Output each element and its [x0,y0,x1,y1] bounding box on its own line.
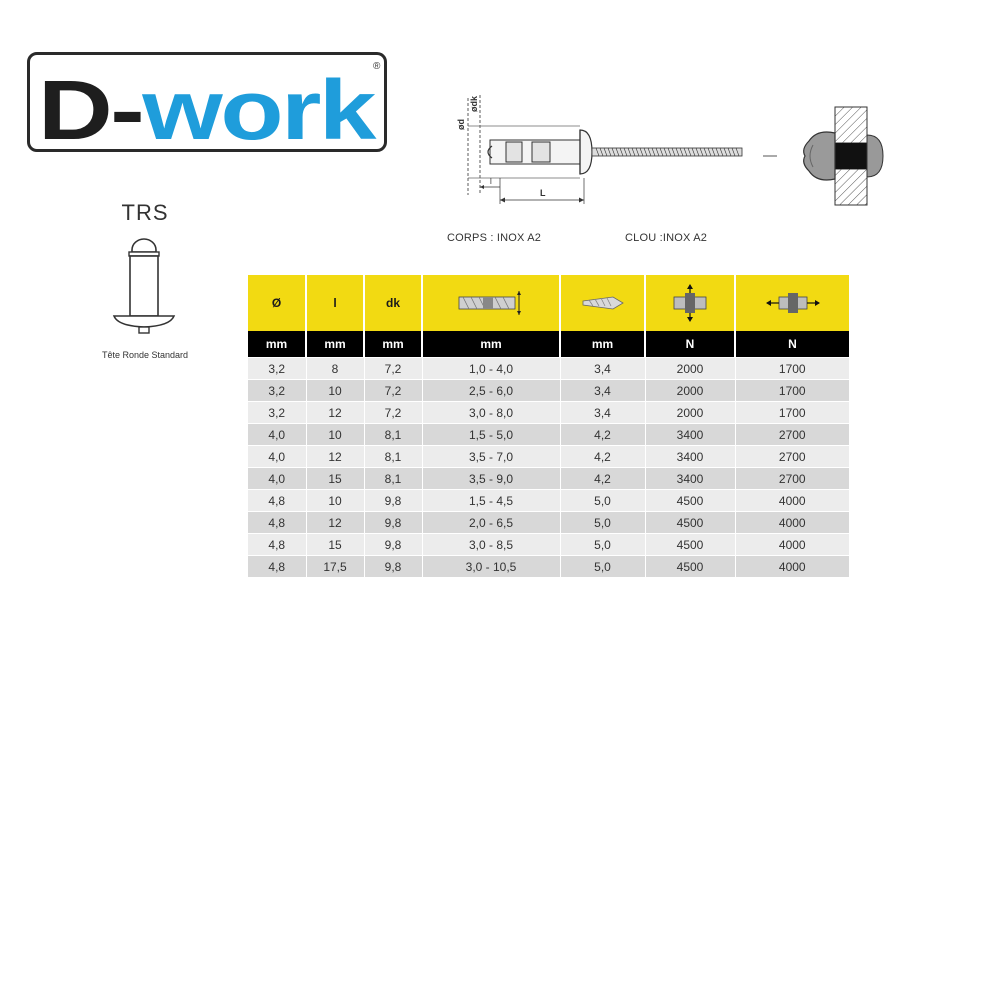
mandrel-material-label: CLOU :INOX A2 [625,232,708,244]
unit-cell: mm [306,331,364,358]
table-cell: 9,8 [364,556,422,578]
table-cell: 3,2 [248,380,306,402]
round-head-rivet-icon [108,232,182,336]
header-head-diameter: dk [364,275,422,331]
table-row [248,468,849,490]
table-cell: 4,0 [248,468,306,490]
table-cell: 4000 [735,534,849,556]
table-cell: 4,0 [248,446,306,468]
table-cell: 4000 [735,556,849,578]
brand-part-1: D- [38,63,123,155]
table-cell: 8,1 [364,446,422,468]
table-cell: 7,2 [364,402,422,424]
table-cell: 5,0 [560,490,645,512]
label-od: ød [456,119,466,130]
table-row [248,556,849,578]
table-cell: 1700 [735,358,849,380]
product-caption: Tête Ronde Standard [101,350,189,360]
unit-cell: mm [364,331,422,358]
unit-cell: mm [560,331,645,358]
table-cell: 3400 [645,424,735,446]
table-body [248,358,849,578]
table-row [248,380,849,402]
table-cell: 1700 [735,402,849,424]
table-cell: 3,0 - 8,5 [422,534,560,556]
table-cell: 3,0 - 8,0 [422,402,560,424]
table-cell: 2,5 - 6,0 [422,380,560,402]
header-grip-range [422,275,560,331]
table-row [248,358,849,380]
table-row [248,402,849,424]
installed-rivet-section [795,105,890,210]
table-cell: 5,0 [560,534,645,556]
table-cell: 4,8 [248,490,306,512]
label-l: l [490,177,492,186]
table-cell: 3,5 - 7,0 [422,446,560,468]
table-cell: 2000 [645,380,735,402]
unit-row [248,331,849,358]
table-cell: 3,2 [248,358,306,380]
header-shear [645,275,735,331]
table-cell: 1,5 - 4,5 [422,490,560,512]
table-cell: 3,0 - 10,5 [422,556,560,578]
table-cell: 2700 [735,424,849,446]
table-cell: 1,0 - 4,0 [422,358,560,380]
product-code: TRS [121,200,169,225]
table-cell: 4500 [645,490,735,512]
table-cell: 1700 [735,380,849,402]
table-cell: 17,5 [306,556,364,578]
table-cell: 4,2 [560,424,645,446]
drill-bit-icon [581,293,625,313]
tensile-force-icon [765,288,821,318]
table-cell: 10 [306,424,364,446]
table-cell: 2000 [645,358,735,380]
unit-cell: mm [422,331,560,358]
table-cell: 4,0 [248,424,306,446]
table-cell: 2000 [645,402,735,424]
table-cell: 4,2 [560,468,645,490]
table-cell: 4500 [645,512,735,534]
table-cell: 4000 [735,490,849,512]
brand-part-2: work [142,63,331,155]
table-cell: 4500 [645,556,735,578]
table-cell: 12 [306,512,364,534]
table-row [248,446,849,468]
table-cell: 3400 [645,468,735,490]
table-cell: 3400 [645,446,735,468]
table-cell: 9,8 [364,512,422,534]
table-cell: 8,1 [364,424,422,446]
label-L: L [540,188,546,198]
table-cell: 4,2 [560,446,645,468]
brand-logo-mark [30,55,390,155]
table-cell: 4,8 [248,534,306,556]
table-row [248,512,849,534]
table-cell: 15 [306,534,364,556]
table-cell: 4500 [645,534,735,556]
table-cell: 2700 [735,468,849,490]
table-cell: 9,8 [364,490,422,512]
header-diameter: Ø [248,275,306,331]
table-row [248,534,849,556]
registered-mark: ® [373,61,381,72]
table-cell: 12 [306,446,364,468]
unit-cell: mm [248,331,306,358]
table-cell: 10 [306,380,364,402]
header-drill [560,275,645,331]
unit-cell: N [645,331,735,358]
header-tensile [735,275,849,331]
table-row [248,424,849,446]
grip-range-icon [455,288,527,318]
table-cell: 7,2 [364,358,422,380]
table-cell: 5,0 [560,512,645,534]
table-cell: 12 [306,402,364,424]
table-cell: 4,8 [248,512,306,534]
table-cell: 10 [306,490,364,512]
table-cell: 1,5 - 5,0 [422,424,560,446]
table-row [248,490,849,512]
svg-text:D-work [38,63,377,155]
table-cell: 2700 [735,446,849,468]
table-cell: 8,1 [364,468,422,490]
table-cell: 5,0 [560,556,645,578]
label-odk: ødk [469,95,479,112]
table-cell: 3,4 [560,380,645,402]
table-cell: 3,2 [248,402,306,424]
shear-force-icon [670,283,710,323]
table-cell: 8 [306,358,364,380]
table-cell: 3,5 - 9,0 [422,468,560,490]
body-material-label: CORPS : INOX A2 [447,232,542,244]
table-cell: 3,4 [560,358,645,380]
table-cell: 4,8 [248,556,306,578]
table-cell: 4000 [735,512,849,534]
table-cell: 3,4 [560,402,645,424]
specification-table [248,275,849,577]
brand-logo [27,52,387,155]
unit-cell: N [735,331,849,358]
rivet-dimension-drawing [450,90,780,215]
header-icon-row [248,275,849,331]
table-cell: 7,2 [364,380,422,402]
table-cell: 2,0 - 6,5 [422,512,560,534]
header-length: l [306,275,364,331]
table-cell: 9,8 [364,534,422,556]
table-cell: 15 [306,468,364,490]
